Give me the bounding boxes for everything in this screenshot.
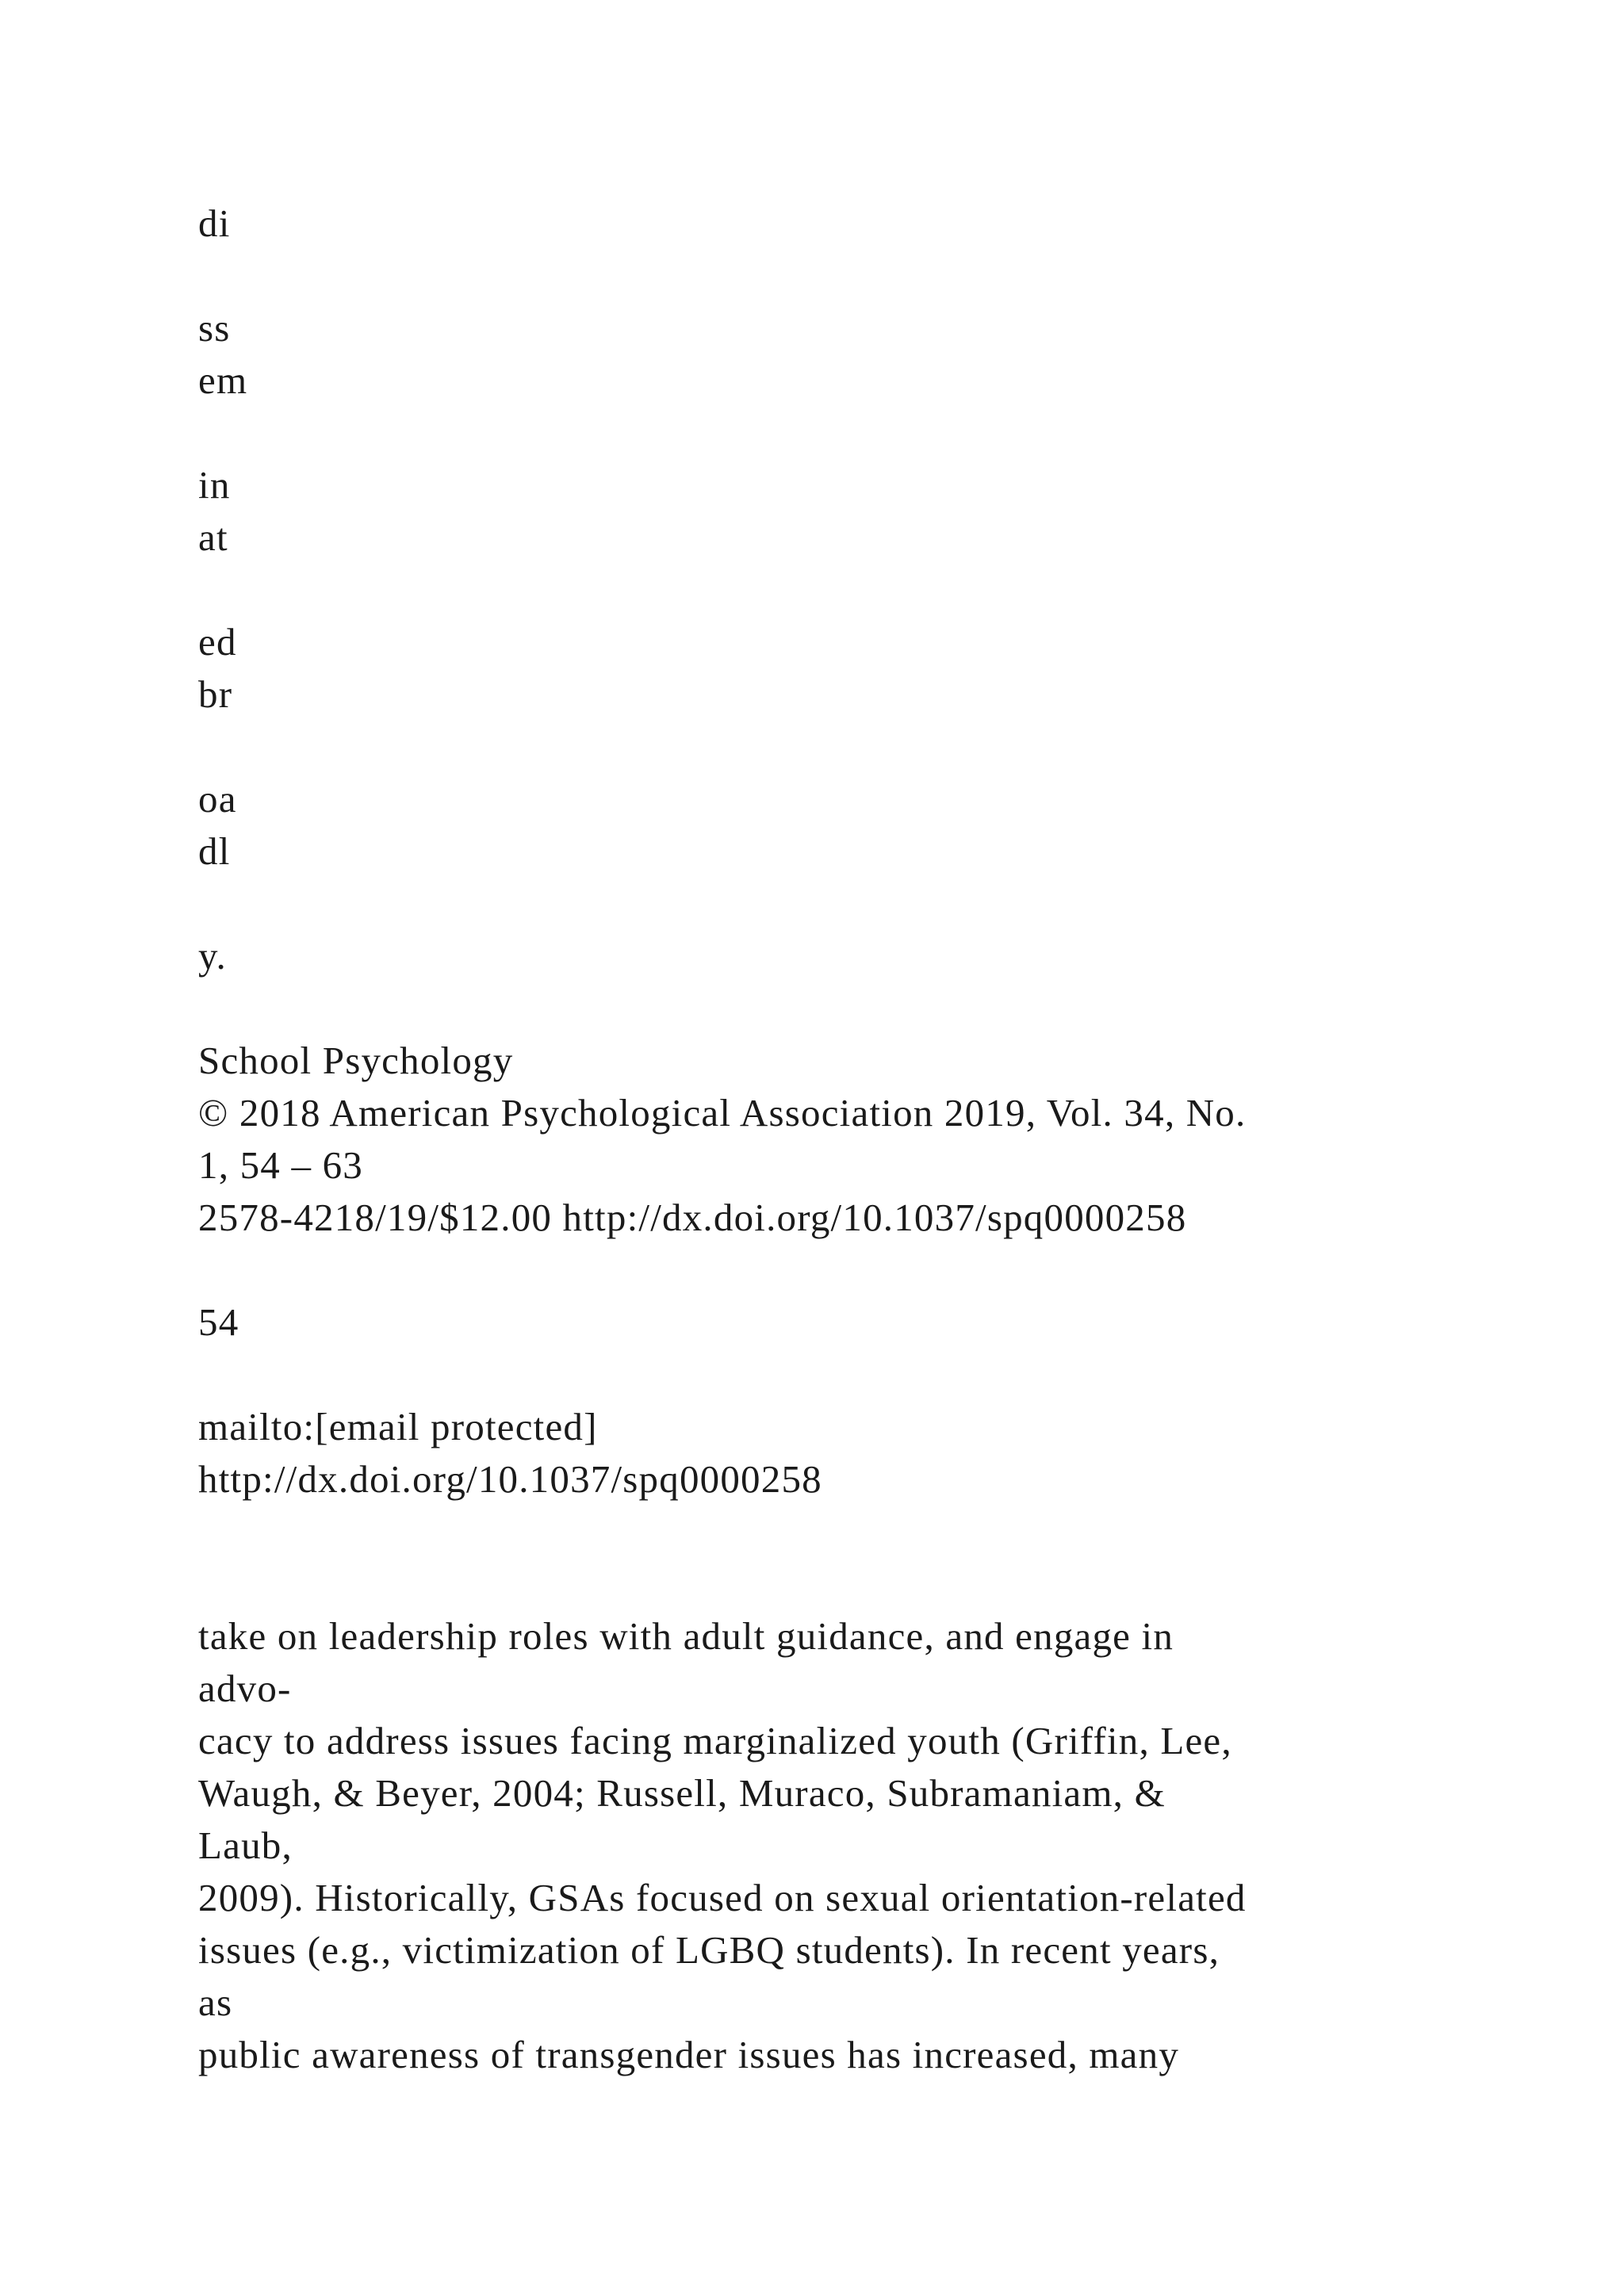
fragment-line: y. <box>198 934 227 978</box>
body-line: cacy to address issues facing marginalized youth (Griffin, Lee, <box>198 1719 1232 1762</box>
body-line: as <box>198 1980 233 2024</box>
fragment-line: ss <box>198 306 231 350</box>
fragment-line: oa <box>198 777 237 821</box>
fragment-line: br <box>198 672 233 716</box>
fragment-line: di <box>198 201 231 245</box>
pages-line: 1, 54 – 63 <box>198 1143 363 1187</box>
body-line: take on leadership roles with adult guidance, and engage in <box>198 1614 1174 1658</box>
body-line: Laub, <box>198 1823 293 1867</box>
body-line: Waugh, & Beyer, 2004; Russell, Muraco, Subramaniam, & <box>198 1771 1166 1815</box>
copyright-line: © 2018 American Psychological Association 2019, Vol. 34, No. <box>198 1091 1247 1135</box>
body-line: public awareness of transgender issues has increased, many <box>198 2033 1180 2076</box>
page-number: 54 <box>198 1300 239 1344</box>
doi-link[interactable]: http://dx.doi.org/10.1037/spq0000258 <box>198 1457 822 1501</box>
fragment-line: in <box>198 463 231 507</box>
fragment-line: ed <box>198 620 237 664</box>
body-line: advo- <box>198 1667 292 1710</box>
fragment-line: em <box>198 358 248 402</box>
body-line: 2009). Historically, GSAs focused on sexual orientation-related <box>198 1876 1247 1919</box>
mailto-link[interactable]: mailto:[email protected] <box>198 1405 598 1448</box>
fragment-line: dl <box>198 829 231 873</box>
journal-name: School Psychology <box>198 1039 514 1082</box>
fragment-line: at <box>198 515 228 559</box>
doi-line: 2578-4218/19/$12.00 http://dx.doi.org/10.1037/spq0000258 <box>198 1196 1187 1239</box>
body-line: issues (e.g., victimization of LGBQ students). In recent years, <box>198 1928 1220 1972</box>
